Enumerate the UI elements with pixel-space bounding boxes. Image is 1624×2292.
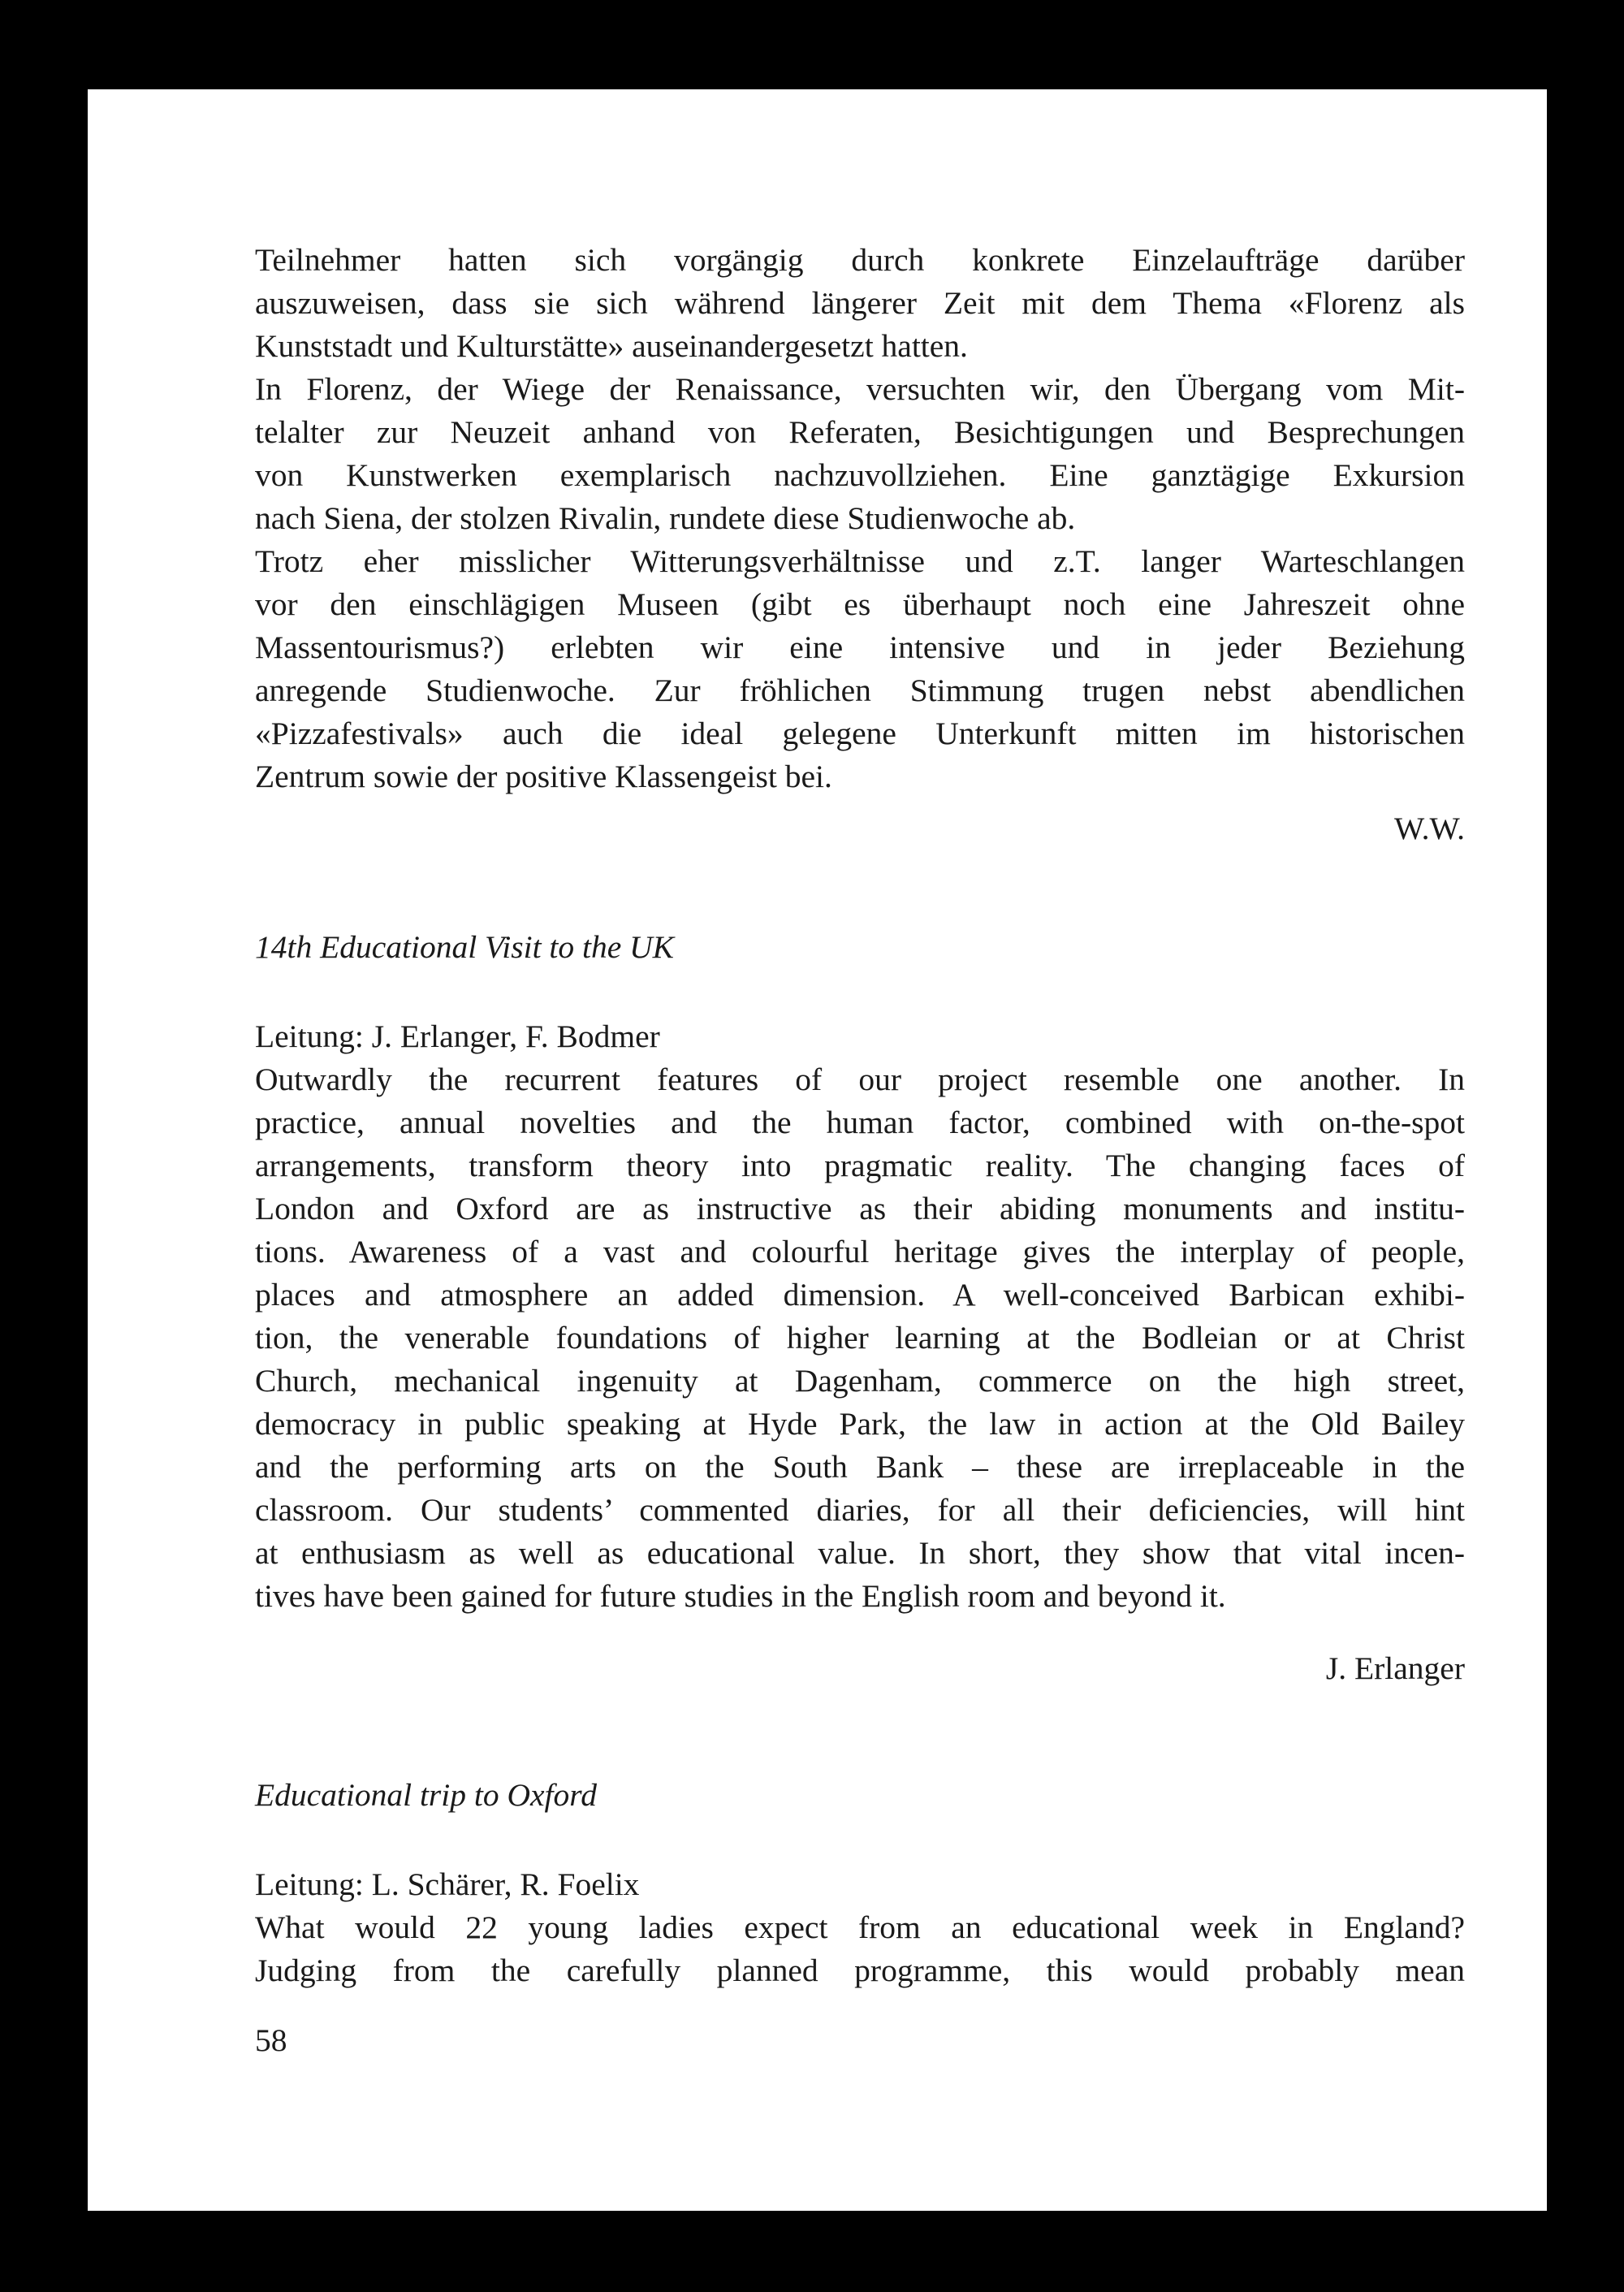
paragraph-line: democracy in public speaking at Hyde Park, the law in action at the Old Bailey bbox=[255, 1406, 1465, 1442]
paragraph-line: telalter zur Neuzeit anhand von Referaten, Besichtigungen und Besprechungen bbox=[255, 414, 1465, 450]
paragraph-line: Kunststadt und Kulturstätte» auseinandergesetzt hatten. bbox=[255, 328, 968, 364]
section-title: 14th Educational Visit to the UK bbox=[255, 929, 675, 965]
paragraph-line: London and Oxford are as instructive as their abiding monuments and institu- bbox=[255, 1191, 1465, 1226]
leitung-line: Leitung: L. Schärer, R. Foelix bbox=[255, 1866, 640, 1902]
paragraph-line: places and atmosphere an added dimension. A well-conceived Barbican exhibi- bbox=[255, 1277, 1465, 1312]
paragraph-line: Outwardly the recurrent features of our project resemble one another. In bbox=[255, 1062, 1465, 1097]
paragraph-line: and the performing arts on the South Bank – these are irreplaceable in the bbox=[255, 1449, 1465, 1485]
paragraph-line: Trotz eher misslicher Witterungsverhältnisse und z.T. langer Warteschlangen bbox=[255, 543, 1465, 579]
paragraph-line: arrangements, transform theory into pragmatic reality. The changing faces of bbox=[255, 1148, 1465, 1183]
uk-visit-section bbox=[255, 926, 1465, 1738]
paragraph-line: Massentourismus?) erlebten wir eine intensive und in jeder Beziehung bbox=[255, 629, 1465, 665]
paragraph-line: tions. Awareness of a vast and colourful heritage gives the interplay of people, bbox=[255, 1234, 1465, 1269]
paragraph-line: vor den einschlägigen Museen (gibt es überhaupt noch eine Jahreszeit ohne bbox=[255, 586, 1465, 622]
paragraph-line: Church, mechanical ingenuity at Dagenham, commerce on the high street, bbox=[255, 1363, 1465, 1399]
paragraph-line: auszuweisen, dass sie sich während längerer Zeit mit dem Thema «Florenz als bbox=[255, 285, 1465, 321]
paragraph-line: Teilnehmer hatten sich vorgängig durch konkrete Einzelaufträge darüber bbox=[255, 242, 1465, 278]
leitung-line: Leitung: J. Erlanger, F. Bodmer bbox=[255, 1018, 660, 1054]
paragraph-line: von Kunstwerken exemplarisch nachzuvollziehen. Eine ganztägige Exkursion bbox=[255, 457, 1465, 493]
signature: J. Erlanger bbox=[1325, 1650, 1465, 1686]
paragraph-line: anregende Studienwoche. Zur fröhlichen Stimmung trugen nebst abendlichen bbox=[255, 672, 1465, 708]
paragraph-line: at enthusiasm as well as educational value. In short, they show that vital incen- bbox=[255, 1535, 1465, 1571]
paragraph-line: In Florenz, der Wiege der Renaissance, versuchten wir, den Übergang vom Mit- bbox=[255, 371, 1465, 407]
document-page bbox=[88, 89, 1547, 2211]
section-title: Educational trip to Oxford bbox=[255, 1777, 597, 1813]
paragraph-line: classroom. Our students’ commented diaries, for all their deficiencies, will hint bbox=[255, 1492, 1465, 1528]
paragraph-line: Zentrum sowie der positive Klassengeist bei. bbox=[255, 759, 832, 794]
signature: W.W. bbox=[1393, 811, 1465, 846]
oxford-trip-section bbox=[255, 1774, 1465, 2017]
paragraph-line: practice, annual novelties and the human factor, combined with on-the-spot bbox=[255, 1105, 1465, 1140]
paragraph-line: «Pizzafestivals» auch die ideal gelegene Unterkunft mitten im historischen bbox=[255, 716, 1465, 751]
paragraph-line: tives have been gained for future studies in the English room and beyond it. bbox=[255, 1578, 1226, 1614]
paragraph-line: tion, the venerable foundations of higher learning at the Bodleian or at Christ bbox=[255, 1320, 1465, 1356]
paragraph-line: Judging from the carefully planned programme, this would probably mean bbox=[255, 1953, 1465, 1988]
paragraph-line: nach Siena, der stolzen Rivalin, rundete diese Studienwoche ab. bbox=[255, 500, 1076, 536]
paragraph-line: What would 22 young ladies expect from an educational week in England? bbox=[255, 1909, 1465, 1945]
florence-section bbox=[255, 239, 1465, 856]
page-number: 58 bbox=[255, 2022, 287, 2058]
